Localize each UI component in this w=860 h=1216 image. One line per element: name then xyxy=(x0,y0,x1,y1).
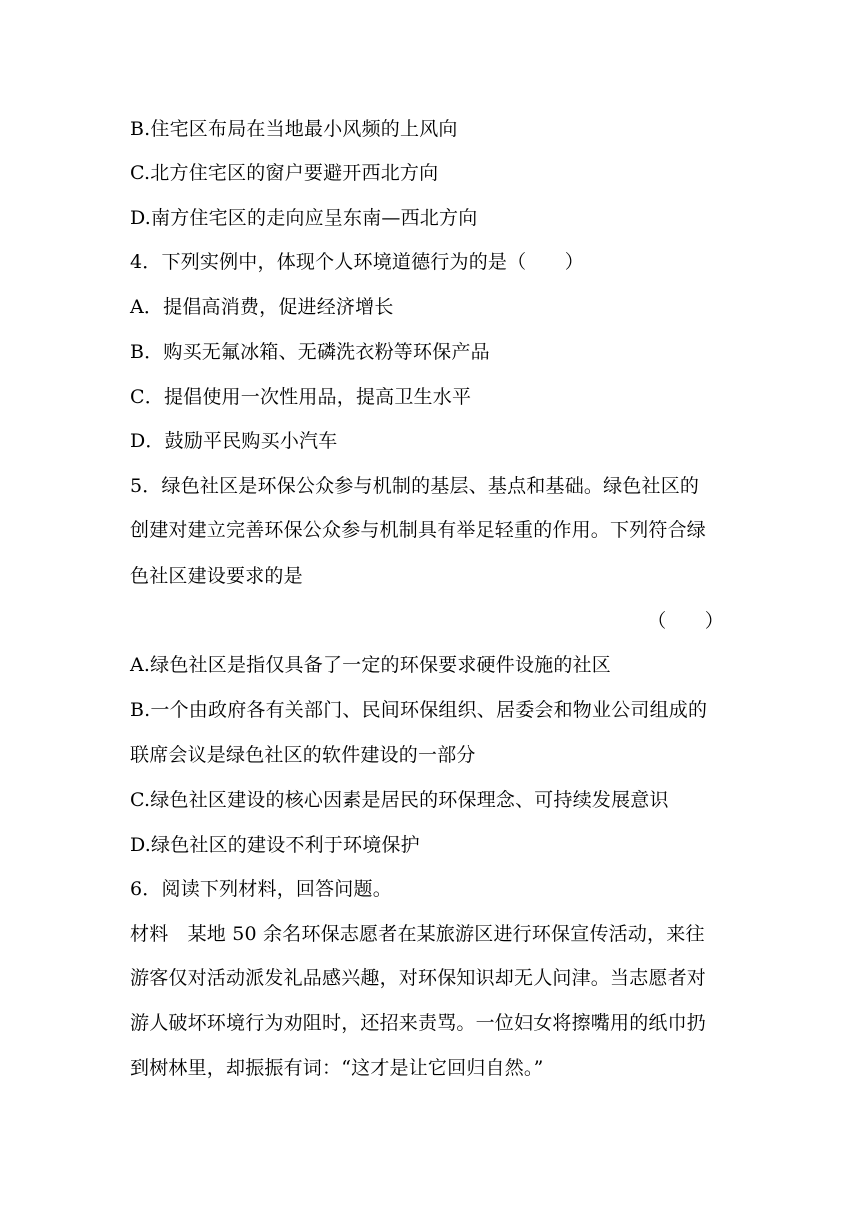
q4-option-b: B．购买无氟冰箱、无磷洗衣粉等环保产品 xyxy=(130,341,490,363)
q5-option-a: A.绿色社区是指仅具备了一定的环保要求硬件设施的社区 xyxy=(130,654,611,676)
q6-material-line-2: 游客仅对活动派发礼品感兴趣，对环保知识却无人问津。当志愿者对 xyxy=(130,967,707,989)
q3-option-b: B.住宅区布局在当地最小风频的上风向 xyxy=(130,118,458,140)
q6-stem: 6．阅读下列材料，回答问题。 xyxy=(130,878,392,900)
q5-stem-line-1: 5．绿色社区是环保公众参与机制的基层、基点和基础。绿色社区的 xyxy=(130,475,700,497)
q4-option-a: A．提倡高消费，促进经济增长 xyxy=(130,296,394,318)
q5-stem-line-2: 创建对建立完善环保公众参与机制具有举足轻重的作用。下列符合绿 xyxy=(130,519,707,541)
q6-material-line-1: 材料 某地 50 余名环保志愿者在某旅游区进行环保宣传活动，来往 xyxy=(130,923,705,945)
q5-option-c: C.绿色社区建设的核心因素是居民的环保理念、可持续发展意识 xyxy=(130,789,669,811)
q3-option-d: D.南方住宅区的走向应呈东南—西北方向 xyxy=(130,207,478,229)
q5-option-d: D.绿色社区的建设不利于环境保护 xyxy=(130,834,420,856)
q4-stem: 4．下列实例中，体现个人环境道德行为的是（ ） xyxy=(130,251,584,273)
q5-answer-blank: （ ） xyxy=(647,610,724,632)
q5-option-b-line-1: B.一个由政府各有关部门、民间环保组织、居委会和物业公司组成的 xyxy=(130,699,708,721)
q6-material-line-4: 到树林里，却振振有词：“这才是让它回归自然。” xyxy=(130,1057,544,1079)
q4-option-c: C．提倡使用一次性用品，提高卫生水平 xyxy=(130,386,472,408)
q3-option-c: C.北方住宅区的窗户要避开西北方向 xyxy=(130,162,439,184)
q5-stem-line-3: 色社区建设要求的是 xyxy=(130,565,303,587)
q5-option-b-line-2: 联席会议是绿色社区的软件建设的一部分 xyxy=(130,744,476,766)
q6-material-line-3: 游人破坏环境行为劝阻时，还招来责骂。一位妇女将擦嘴用的纸巾扔 xyxy=(130,1012,707,1034)
q4-option-d: D．鼓励平民购买小汽车 xyxy=(130,430,338,452)
